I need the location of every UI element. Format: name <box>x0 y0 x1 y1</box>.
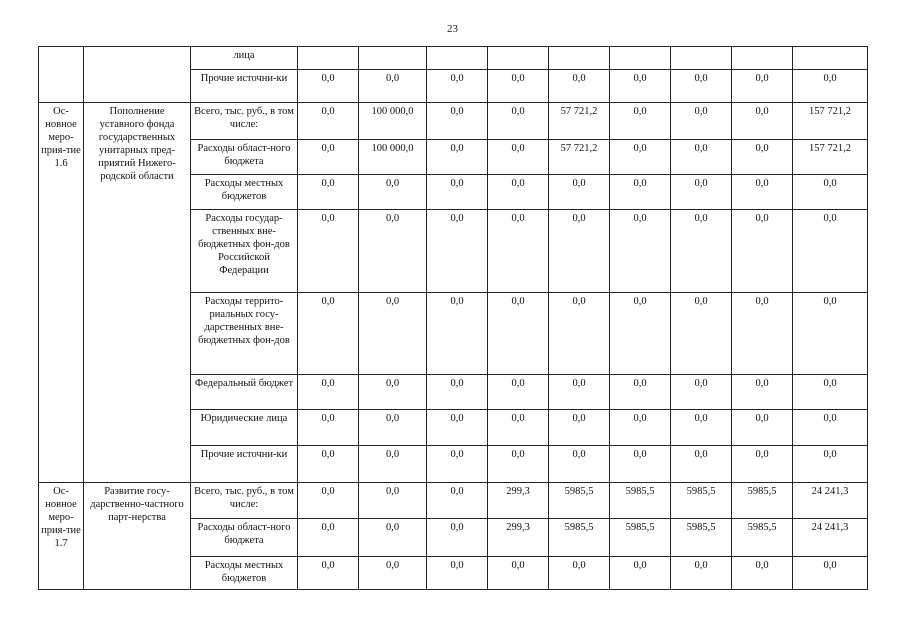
value-cell: 0,0 <box>610 175 671 210</box>
value-cell: 0,0 <box>793 410 868 446</box>
value-cell: 0,0 <box>671 410 732 446</box>
value-cell: 5985,5 <box>732 519 793 557</box>
value-cell: 0,0 <box>298 103 359 140</box>
funding-source: Расходы террито-риальных госу-дарственных вне-бюджетных фон-дов <box>191 293 298 375</box>
value-cell: 57 721,2 <box>549 103 610 140</box>
value-cell: 0,0 <box>732 557 793 590</box>
value-cell: 0,0 <box>671 70 732 103</box>
value-cell: 0,0 <box>488 557 549 590</box>
value-cell: 0,0 <box>359 175 427 210</box>
value-cell: 100 000,0 <box>359 140 427 175</box>
value-cell: 0,0 <box>549 446 610 483</box>
value-cell: 0,0 <box>488 293 549 375</box>
value-cell <box>427 47 488 70</box>
value-cell: 157 721,2 <box>793 140 868 175</box>
value-cell: 0,0 <box>427 103 488 140</box>
value-cell: 0,0 <box>793 446 868 483</box>
value-cell: 57 721,2 <box>549 140 610 175</box>
funding-source: Всего, тыс. руб., в том числе: <box>191 483 298 519</box>
activity-title <box>84 47 191 103</box>
value-cell: 0,0 <box>488 446 549 483</box>
value-cell: 100 000,0 <box>359 103 427 140</box>
value-cell: 0,0 <box>793 557 868 590</box>
table-row <box>39 483 868 519</box>
value-cell <box>671 47 732 70</box>
value-cell: 299,3 <box>488 483 549 519</box>
value-cell: 0,0 <box>671 140 732 175</box>
value-cell: 0,0 <box>671 375 732 410</box>
funding-source: лица <box>191 47 298 70</box>
value-cell: 0,0 <box>359 375 427 410</box>
value-cell <box>298 47 359 70</box>
value-cell: 0,0 <box>549 175 610 210</box>
value-cell: 0,0 <box>549 410 610 446</box>
value-cell: 5985,5 <box>610 483 671 519</box>
funding-source: Прочие источни-ки <box>191 446 298 483</box>
value-cell: 0,0 <box>732 103 793 140</box>
value-cell: 0,0 <box>298 410 359 446</box>
table-row <box>39 103 868 140</box>
value-cell: 0,0 <box>488 375 549 410</box>
value-cell: 0,0 <box>671 210 732 293</box>
value-cell: 0,0 <box>359 519 427 557</box>
value-cell: 0,0 <box>671 103 732 140</box>
value-cell: 0,0 <box>298 483 359 519</box>
value-cell: 0,0 <box>427 483 488 519</box>
activity-title: Пополнение уставного фонда государственных унитарных пред-приятий Нижего-родской области <box>84 103 191 483</box>
value-cell: 299,3 <box>488 519 549 557</box>
value-cell: 0,0 <box>549 70 610 103</box>
value-cell: 0,0 <box>793 293 868 375</box>
value-cell: 0,0 <box>298 293 359 375</box>
funding-source: Федеральный бюджет <box>191 375 298 410</box>
funding-source: Расходы област-ного бюджета <box>191 140 298 175</box>
value-cell <box>793 47 868 70</box>
value-cell: 0,0 <box>732 410 793 446</box>
value-cell: 0,0 <box>732 446 793 483</box>
value-cell: 0,0 <box>610 70 671 103</box>
value-cell: 0,0 <box>427 70 488 103</box>
value-cell <box>732 47 793 70</box>
value-cell: 0,0 <box>427 557 488 590</box>
value-cell <box>359 47 427 70</box>
value-cell: 0,0 <box>488 410 549 446</box>
funding-source: Расходы област-ного бюджета <box>191 519 298 557</box>
value-cell: 0,0 <box>610 293 671 375</box>
value-cell: 0,0 <box>488 103 549 140</box>
value-cell: 5985,5 <box>549 519 610 557</box>
value-cell: 0,0 <box>793 375 868 410</box>
value-cell: 5985,5 <box>671 519 732 557</box>
value-cell: 0,0 <box>298 557 359 590</box>
value-cell: 0,0 <box>359 483 427 519</box>
value-cell: 5985,5 <box>671 483 732 519</box>
value-cell: 0,0 <box>427 375 488 410</box>
value-cell: 0,0 <box>610 210 671 293</box>
value-cell: 0,0 <box>488 70 549 103</box>
funding-source: Юридические лица <box>191 410 298 446</box>
value-cell: 0,0 <box>732 293 793 375</box>
value-cell: 0,0 <box>427 210 488 293</box>
value-cell: 0,0 <box>359 293 427 375</box>
value-cell: 24 241,3 <box>793 519 868 557</box>
value-cell: 0,0 <box>671 175 732 210</box>
funding-source: Расходы местных бюджетов <box>191 557 298 590</box>
value-cell: 0,0 <box>610 557 671 590</box>
value-cell: 0,0 <box>610 410 671 446</box>
value-cell: 0,0 <box>298 519 359 557</box>
value-cell: 0,0 <box>298 446 359 483</box>
value-cell: 0,0 <box>298 375 359 410</box>
value-cell: 0,0 <box>298 70 359 103</box>
value-cell: 0,0 <box>610 375 671 410</box>
value-cell: 0,0 <box>610 446 671 483</box>
value-cell <box>488 47 549 70</box>
value-cell: 0,0 <box>732 375 793 410</box>
value-cell: 0,0 <box>298 175 359 210</box>
value-cell: 0,0 <box>359 410 427 446</box>
value-cell: 0,0 <box>732 175 793 210</box>
activity-cell: Ос-новное меро-прия-тие 1.6 <box>39 103 84 483</box>
activity-cell: Ос-новное меро-прия-тие 1.7 <box>39 483 84 590</box>
value-cell <box>549 47 610 70</box>
value-cell: 0,0 <box>298 140 359 175</box>
value-cell: 5985,5 <box>610 519 671 557</box>
value-cell: 0,0 <box>488 140 549 175</box>
value-cell: 5985,5 <box>732 483 793 519</box>
value-cell: 0,0 <box>298 210 359 293</box>
value-cell: 0,0 <box>671 446 732 483</box>
budget-table <box>38 46 868 590</box>
value-cell: 0,0 <box>359 446 427 483</box>
page-number: 23 <box>447 23 458 35</box>
activity-title: Развитие госу-дарственно-частного парт-нерства <box>84 483 191 590</box>
value-cell: 0,0 <box>610 140 671 175</box>
value-cell: 0,0 <box>610 103 671 140</box>
value-cell: 0,0 <box>732 140 793 175</box>
activity-cell <box>39 47 84 103</box>
value-cell <box>610 47 671 70</box>
value-cell: 0,0 <box>359 210 427 293</box>
value-cell: 0,0 <box>549 557 610 590</box>
table-row <box>39 47 868 70</box>
value-cell: 0,0 <box>671 293 732 375</box>
value-cell: 157 721,2 <box>793 103 868 140</box>
value-cell: 0,0 <box>488 210 549 293</box>
funding-source: Расходы государ-ственных вне-бюджетных фон-дов Российской Федерации <box>191 210 298 293</box>
funding-source: Прочие источни-ки <box>191 70 298 103</box>
value-cell: 5985,5 <box>549 483 610 519</box>
value-cell: 0,0 <box>549 375 610 410</box>
value-cell: 0,0 <box>488 175 549 210</box>
value-cell: 0,0 <box>793 70 868 103</box>
value-cell: 0,0 <box>427 446 488 483</box>
funding-source: Расходы местных бюджетов <box>191 175 298 210</box>
value-cell: 0,0 <box>427 293 488 375</box>
value-cell: 0,0 <box>732 70 793 103</box>
value-cell: 0,0 <box>427 140 488 175</box>
value-cell: 0,0 <box>427 410 488 446</box>
value-cell: 0,0 <box>732 210 793 293</box>
funding-source: Всего, тыс. руб., в том числе: <box>191 103 298 140</box>
value-cell: 0,0 <box>793 175 868 210</box>
value-cell: 0,0 <box>359 70 427 103</box>
value-cell: 0,0 <box>359 557 427 590</box>
value-cell: 0,0 <box>671 557 732 590</box>
value-cell: 24 241,3 <box>793 483 868 519</box>
value-cell: 0,0 <box>793 210 868 293</box>
value-cell: 0,0 <box>427 175 488 210</box>
value-cell: 0,0 <box>549 210 610 293</box>
value-cell: 0,0 <box>549 293 610 375</box>
value-cell: 0,0 <box>427 519 488 557</box>
